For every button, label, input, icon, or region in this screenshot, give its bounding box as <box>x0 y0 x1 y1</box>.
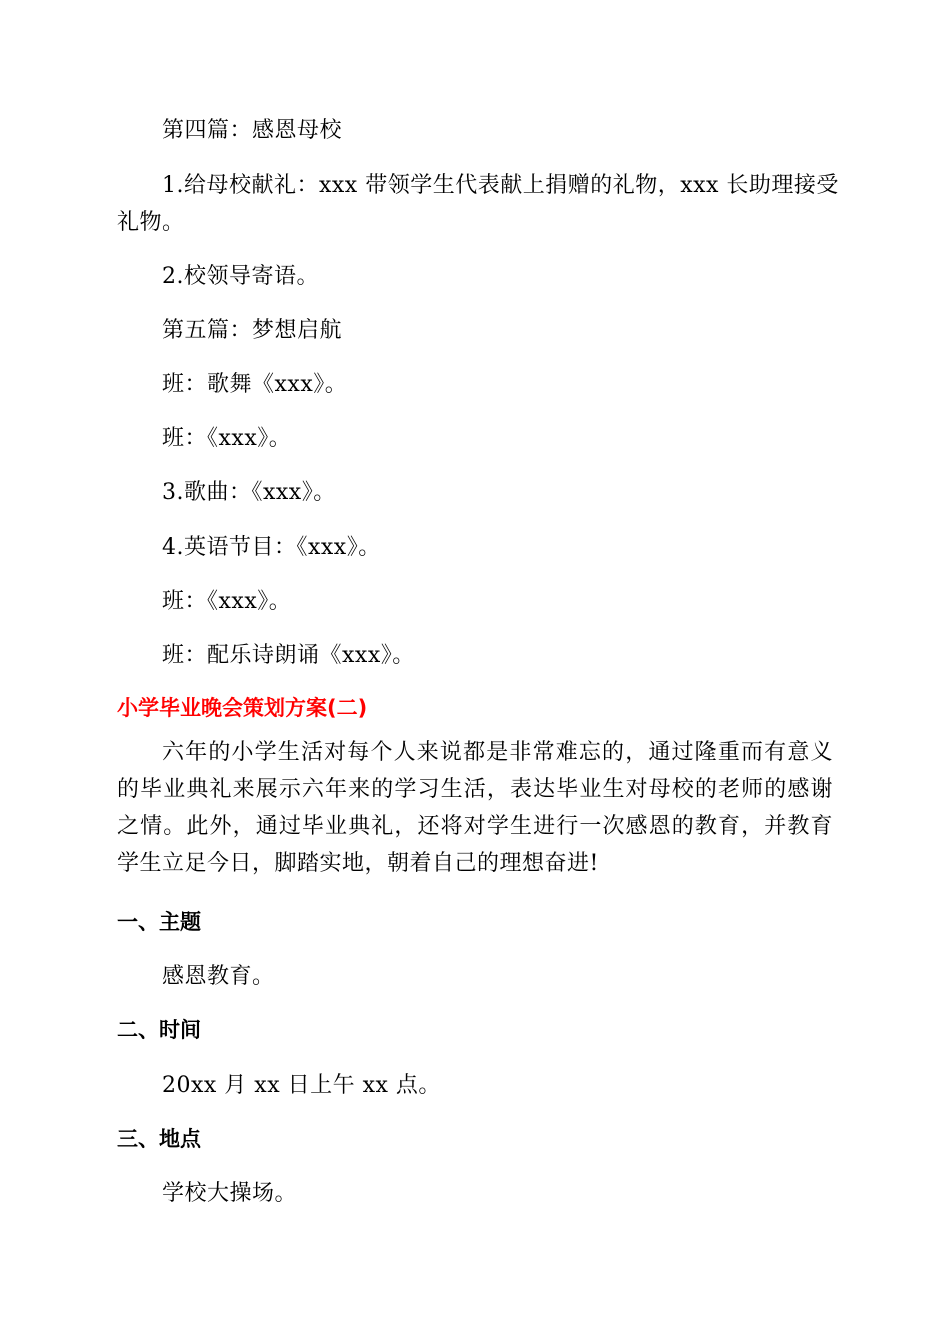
section-content-location: 学校大操场。 <box>162 1181 298 1206</box>
part5-item-2: 班：《xxx》。 <box>162 426 292 451</box>
part4-title: 第四篇：感恩母校 <box>162 118 343 143</box>
part4-item1-line1: 1.给母校献礼：xxx 带领学生代表献上捐赠的礼物，xxx 长助理接受 <box>162 173 839 198</box>
plan2-intro-paragraph: 六年的小学生活对每个人来说都是非常难忘的，通过隆重而有意义的毕业典礼来展示六年来的学习生活，表达毕业生对母校的老师的感谢之情。此外，通过毕业典礼，还将对学生进行一次感恩的教育，并教育学生立足今日，脚踏实地，朝着自己的理想奋进! <box>117 740 833 876</box>
section-heading-theme: 一、主题 <box>117 910 201 934</box>
section-content-time: 20xx 月 xx 日上午 xx 点。 <box>162 1073 441 1098</box>
part5-title: 第五篇：梦想启航 <box>162 318 343 343</box>
part5-item-6: 班：配乐诗朗诵《xxx》。 <box>162 643 415 668</box>
section-content-theme: 感恩教育。 <box>162 964 275 989</box>
part5-item-3: 3.歌曲：《xxx》。 <box>162 480 336 505</box>
part5-item-5: 班：《xxx》。 <box>162 589 292 614</box>
section-heading-time: 二、时间 <box>117 1018 201 1042</box>
part5-item-1: 班：歌舞《xxx》。 <box>162 372 348 397</box>
part5-item-4: 4.英语节目：《xxx》。 <box>162 535 381 560</box>
section-heading-location: 三、地点 <box>117 1127 201 1151</box>
plan2-title: 小学毕业晚会策划方案(二) <box>117 696 368 720</box>
part4-item1-line2: 礼物。 <box>117 210 185 235</box>
part4-item2: 2.校领导寄语。 <box>162 264 319 289</box>
